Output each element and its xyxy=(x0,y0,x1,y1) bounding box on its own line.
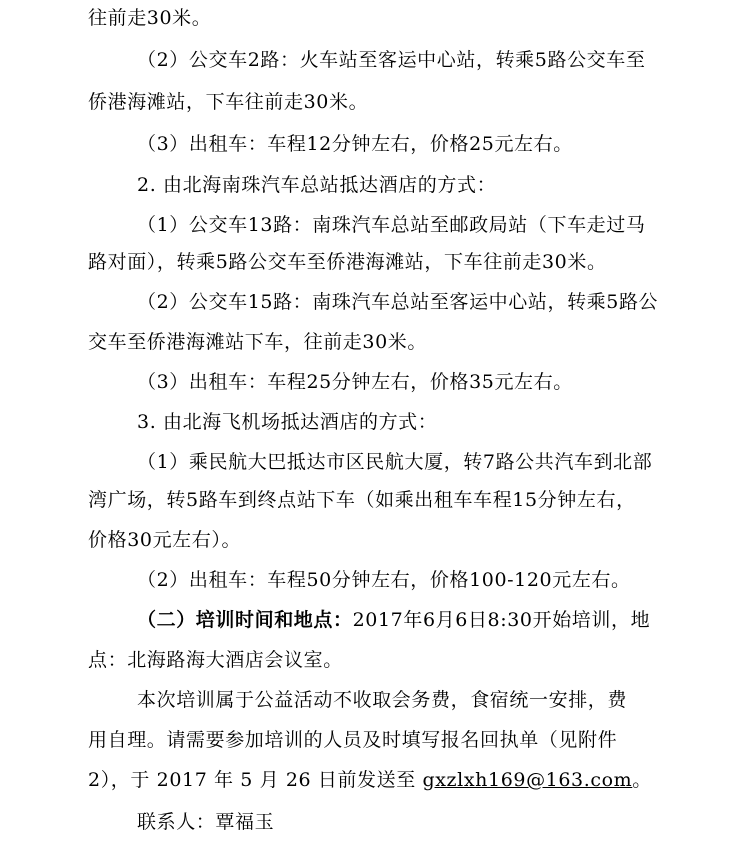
notice-line-1: 本次培训属于公益活动不收取会务费，食宿统一安排，费 xyxy=(137,689,628,711)
text-line-6: （1）公交车13路：南珠汽车总站至邮政局站（下车走过马 xyxy=(137,214,646,236)
section-heading-3: 3. 由北海飞机场抵达酒店的方式： xyxy=(137,411,438,433)
training-place-line: 点：北海路海大酒店会议室。 xyxy=(88,649,343,671)
notice-line-3 xyxy=(88,768,652,792)
text-line-3: 侨港海滩站，下车往前走30米。 xyxy=(88,91,369,113)
text-line-8: （2）公交车15路：南珠汽车总站至客运中心站，转乘5路公 xyxy=(137,291,659,313)
notice-line-2: 用自理。请需要参加培训的人员及时填写报名回执单（见附件 xyxy=(88,729,618,751)
section-heading-2: 2. 由北海南珠汽车总站抵达酒店的方式： xyxy=(137,174,497,196)
text-line-7: 路对面），转乘5路公交车至侨港海滩站，下车往前走30米。 xyxy=(88,251,607,273)
notice-line-3-suffix: 。 xyxy=(632,769,652,791)
text-line-10: （3）出租车：车程25分钟左右，价格35元左右。 xyxy=(137,371,573,393)
training-time-text: 2017年6月6日8:30开始培训，地 xyxy=(352,609,651,631)
training-heading: （二）培训时间和地点： xyxy=(137,609,353,631)
text-line-14: 价格30元左右）。 xyxy=(88,529,242,551)
contact-line: 联系人：覃福玉 xyxy=(137,811,275,833)
text-line-1: 往前走30米。 xyxy=(88,7,212,29)
text-line-13: 湾广场，转5路车到终点站下车（如乘出租车车程15分钟左右， xyxy=(88,489,636,511)
text-line-2: （2）公交车2路：火车站至客运中心站，转乘5路公交车至 xyxy=(137,49,646,71)
notice-line-3-prefix: 2），于 2017 年 5 月 26 日前发送至 xyxy=(88,769,423,791)
training-time-line xyxy=(137,608,650,632)
text-line-15: （2）出租车：车程50分钟左右，价格100-120元左右。 xyxy=(137,569,631,591)
email-link[interactable]: gxzlxh169@163.com xyxy=(422,769,633,791)
text-line-4: （3）出租车：车程12分钟左右，价格25元左右。 xyxy=(137,133,573,155)
text-line-9: 交车至侨港海滩站下车，往前走30米。 xyxy=(88,331,427,353)
text-line-12: （1）乘民航大巴抵达市区民航大厦，转7路公共汽车到北部 xyxy=(137,451,653,473)
